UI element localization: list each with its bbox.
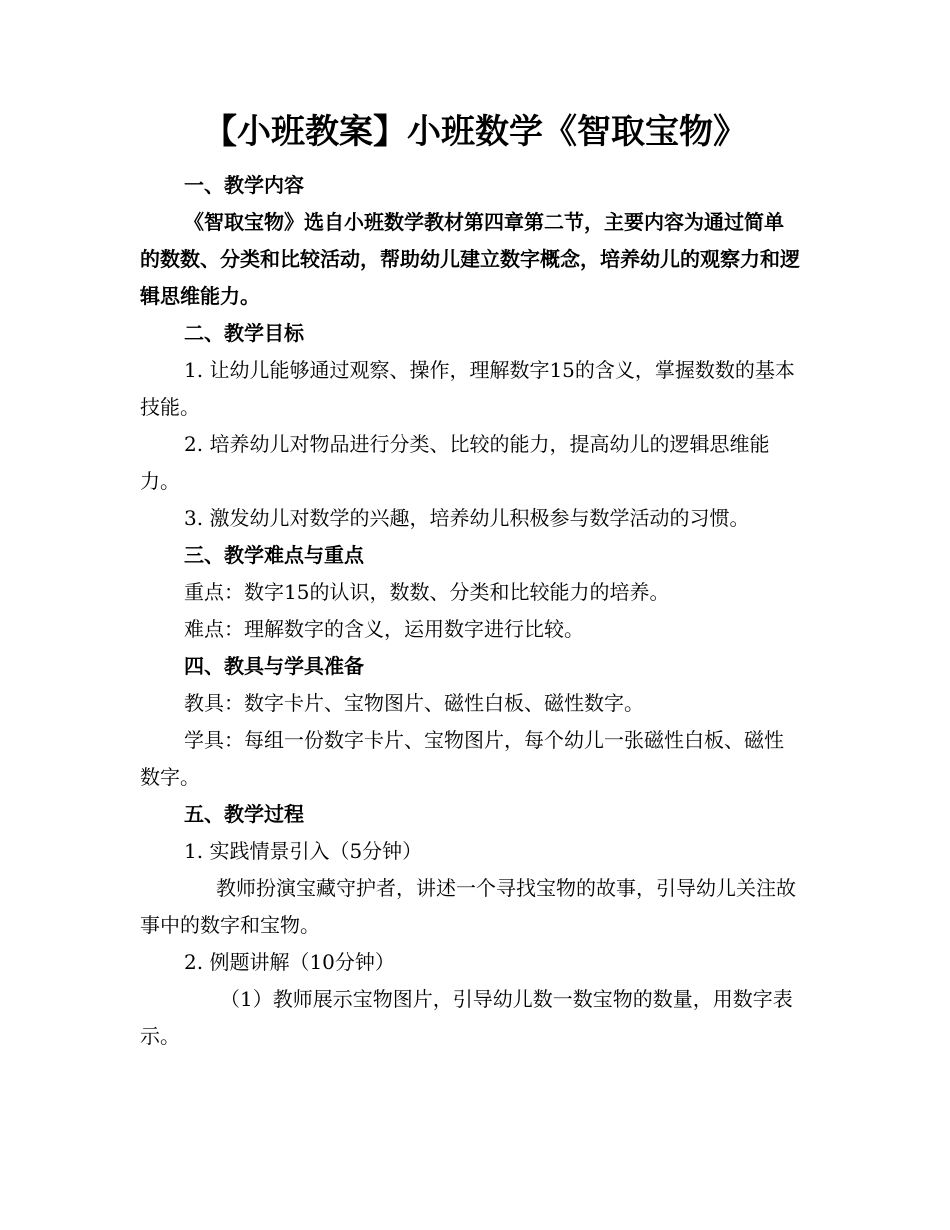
- goal-item-1: 1. 让幼儿能够通过观察、操作，理解数字15的含义，掌握数数的基本技能。: [140, 358, 795, 419]
- section-heading-content: 一、教学内容: [184, 173, 304, 197]
- section-heading-process: 五、教学过程: [184, 802, 304, 826]
- student-tools: 学具：每组一份数字卡片、宝物图片，每个幼儿一张磁性白板、磁性数字。: [140, 728, 784, 789]
- process-step-1-title: 1. 实践情景引入（5分钟）: [184, 839, 423, 863]
- section-heading-goals: 二、教学目标: [184, 321, 304, 345]
- goal-item-2: 2. 培养幼儿对物品进行分类、比较的能力，提高幼儿的逻辑思维能力。: [140, 432, 770, 493]
- process-step-1-text: 教师扮演宝藏守护者，讲述一个寻找宝物的故事，引导幼儿关注故事中的数字和宝物。: [140, 876, 796, 937]
- process-step-2-text: （1）教师展示宝物图片，引导幼儿数一数宝物的数量，用数字表示。: [140, 987, 793, 1048]
- section-heading-key-points: 三、教学难点与重点: [184, 543, 364, 567]
- document-title: 【小班教案】小班数学《智取宝物》: [203, 112, 747, 152]
- goal-item-3: 3. 激发幼儿对数学的兴趣，培养幼儿积极参与数学活动的习惯。: [184, 506, 750, 530]
- content-paragraph: 《智取宝物》选自小班数学教材第四章第二节，主要内容为通过简单的数数、分类和比较活动，帮助幼儿建立数字概念，培养幼儿的观察力和逻辑思维能力。: [140, 210, 800, 308]
- key-point: 重点：数字15的认识，数数、分类和比较能力的培养。: [184, 580, 670, 604]
- process-step-2-title: 2. 例题讲解（10分钟）: [184, 950, 395, 974]
- teacher-tools: 教具：数字卡片、宝物图片、磁性白板、磁性数字。: [184, 691, 644, 715]
- section-heading-materials: 四、教具与学具准备: [184, 654, 364, 678]
- difficulty-point: 难点：理解数字的含义，运用数字进行比较。: [184, 617, 584, 641]
- document-body: [140, 167, 800, 1055]
